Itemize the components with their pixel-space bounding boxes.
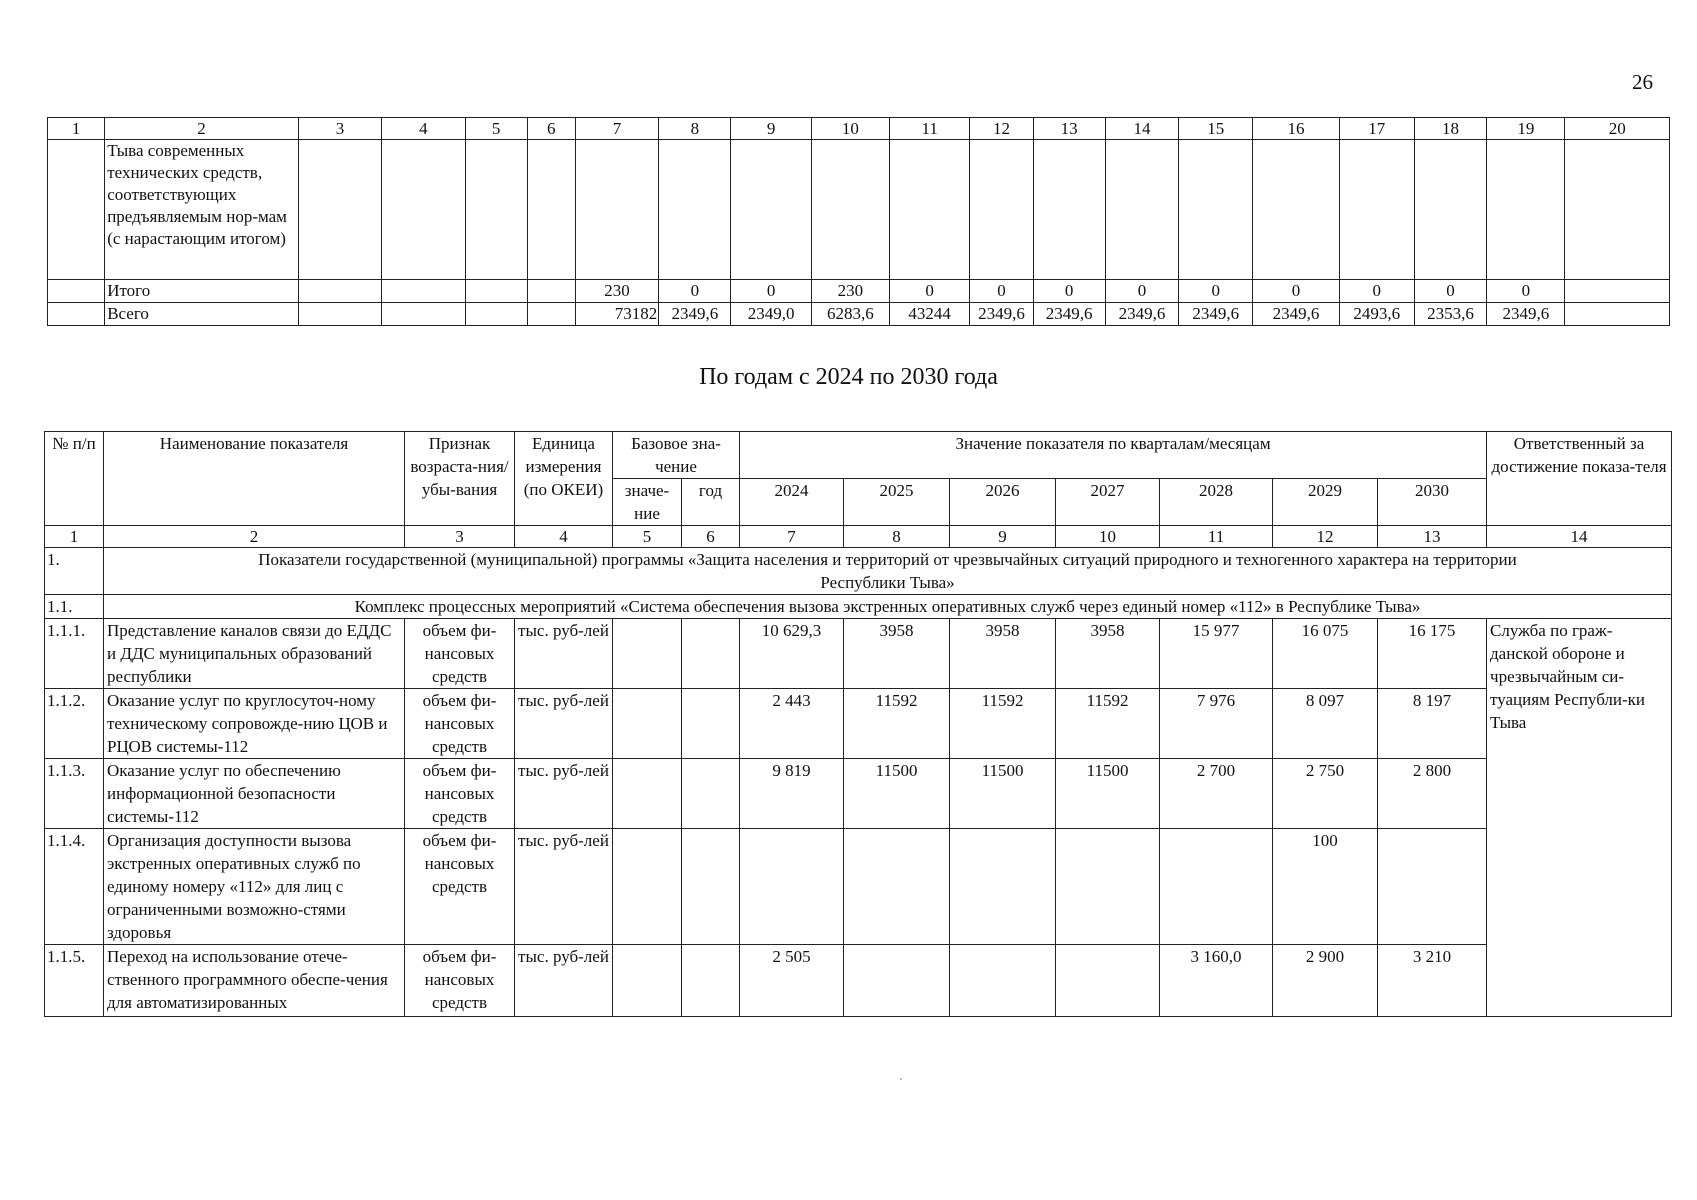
table-row (45, 759, 1672, 829)
cell (1179, 140, 1253, 280)
table-row (45, 829, 1672, 945)
row-num: 1.1.5. (45, 945, 104, 1017)
row-base-year (682, 689, 740, 759)
row-unit: тыс. руб-лей (515, 619, 613, 689)
header-base-value: значе-ние (613, 479, 682, 526)
header-base: Базовое зна-чение (613, 432, 740, 479)
cell (950, 829, 1056, 945)
col-index: 4 (382, 118, 465, 140)
header-year: 2024 (740, 479, 844, 526)
cell: 3958 (844, 619, 950, 689)
col-index: 8 (844, 526, 950, 548)
indicators-table (44, 431, 1672, 1017)
col-index: 17 (1339, 118, 1414, 140)
cell (659, 140, 731, 280)
cell (890, 140, 970, 280)
row-sign: объем фи-нансовых средств (405, 759, 515, 829)
col-index: 7 (740, 526, 844, 548)
header-unit: Единица измерения (по ОКЕИ) (515, 432, 613, 526)
cell: 15 977 (1160, 619, 1273, 689)
cell: 11500 (1056, 759, 1160, 829)
col-index: 7 (575, 118, 658, 140)
row-sign: объем фи-нансовых средств (405, 945, 515, 1017)
header-year: 2028 (1160, 479, 1273, 526)
cell: 2 750 (1273, 759, 1378, 829)
cell: 2349,6 (970, 303, 1033, 326)
cell: 3958 (1056, 619, 1160, 689)
row-base-value (613, 945, 682, 1017)
col-index: 5 (613, 526, 682, 548)
column-number-row (48, 118, 1670, 140)
page-number: 26 (1632, 70, 1653, 94)
col-index: 11 (1160, 526, 1273, 548)
row-sign: объем фи-нансовых средств (405, 829, 515, 945)
cell: 11500 (950, 759, 1056, 829)
row-base-year (682, 945, 740, 1017)
row-name: Тыва современных технических средств, соответствующих предъявляемым нор-мам (с нарастающим итогом) (105, 140, 299, 280)
row-name: Переход на использование отече-ственного программного обеспе-чения для автоматизированных (104, 945, 405, 1017)
cell: 7 976 (1160, 689, 1273, 759)
header-year: 2025 (844, 479, 950, 526)
col-index: 10 (1056, 526, 1160, 548)
cell: 16 175 (1378, 619, 1487, 689)
cell: 6283,6 (811, 303, 889, 326)
col-index: 4 (515, 526, 613, 548)
column-number-row (45, 526, 1672, 548)
col-index: 1 (45, 526, 104, 548)
table-row (48, 140, 1670, 280)
cell: 3958 (950, 619, 1056, 689)
col-index: 14 (1487, 526, 1672, 548)
table-row (45, 945, 1672, 1017)
section-num: 1. (45, 548, 104, 595)
cell: 2353,6 (1414, 303, 1486, 326)
cell: 3 210 (1378, 945, 1487, 1017)
header-values-by-period: Значение показателя по кварталам/месяцам (740, 432, 1487, 479)
cell: 2349,6 (1487, 303, 1565, 326)
col-index: 6 (682, 526, 740, 548)
cell: 0 (970, 280, 1033, 303)
header-responsible: Ответственный за достижение показа-теля (1487, 432, 1672, 526)
col-index: 9 (731, 118, 811, 140)
cell: 3 160,0 (1160, 945, 1273, 1017)
cell: 11592 (844, 689, 950, 759)
cell (811, 140, 889, 280)
row-num: 1.1.2. (45, 689, 104, 759)
cell: 2 505 (740, 945, 844, 1017)
cell: 8 197 (1378, 689, 1487, 759)
row-name: Организация доступности вызова экстренных оперативных служб по единому номеру «112» для лиц с ограниченными возможно-стями здоровья (104, 829, 405, 945)
header-base-year: год (682, 479, 740, 526)
cell (844, 829, 950, 945)
row-sign: объем фи-нансовых средств (405, 619, 515, 689)
cell: 11500 (844, 759, 950, 829)
cell: 0 (1033, 280, 1105, 303)
cell: 2 443 (740, 689, 844, 759)
cell (1105, 140, 1178, 280)
row-unit: тыс. руб-лей (515, 945, 613, 1017)
col-index: 19 (1487, 118, 1565, 140)
row-base-value (613, 619, 682, 689)
cell: 2349,0 (731, 303, 811, 326)
col-index: 9 (950, 526, 1056, 548)
cell: 0 (659, 280, 731, 303)
section-row (45, 548, 1672, 595)
cell: 0 (1179, 280, 1253, 303)
col-index: 12 (970, 118, 1033, 140)
table-row (45, 689, 1672, 759)
cell: 0 (890, 280, 970, 303)
col-index: 18 (1414, 118, 1486, 140)
header-num: № п/п (45, 432, 104, 526)
cell: 9 819 (740, 759, 844, 829)
cell (1056, 945, 1160, 1017)
cell (844, 945, 950, 1017)
cell: 2349,6 (1033, 303, 1105, 326)
row-base-value (613, 689, 682, 759)
responsible-cell: Служба по граж-данской обороне и чрезвычайным си-туациям Республи-ки Тыва (1487, 619, 1672, 1017)
header-name: Наименование показателя (104, 432, 405, 526)
cell: 230 (811, 280, 889, 303)
section-num: 1.1. (45, 595, 104, 619)
col-index: 3 (405, 526, 515, 548)
col-index: 14 (1105, 118, 1178, 140)
header-year: 2026 (950, 479, 1056, 526)
col-index: 12 (1273, 526, 1378, 548)
cell (950, 945, 1056, 1017)
cell: 8 097 (1273, 689, 1378, 759)
cell: 11592 (1056, 689, 1160, 759)
continuation-table (47, 117, 1670, 326)
header-row (45, 432, 1672, 479)
col-index: 2 (104, 526, 405, 548)
cell: 0 (1339, 280, 1414, 303)
cell: 43244 (890, 303, 970, 326)
cell: 2 800 (1378, 759, 1487, 829)
col-index: 20 (1565, 118, 1670, 140)
row-base-value (613, 759, 682, 829)
cell (1378, 829, 1487, 945)
row-base-year (682, 619, 740, 689)
row-num: 1.1.3. (45, 759, 104, 829)
header-year: 2027 (1056, 479, 1160, 526)
cell: 10 629,3 (740, 619, 844, 689)
cell (1414, 140, 1486, 280)
col-index: 3 (298, 118, 381, 140)
cell: 0 (1105, 280, 1178, 303)
col-index: 16 (1253, 118, 1339, 140)
row-name: Всего (105, 303, 299, 326)
col-index: 8 (659, 118, 731, 140)
cell: 0 (1253, 280, 1339, 303)
col-index: 15 (1179, 118, 1253, 140)
section-title: Показатели государственной (муниципальной) программы «Защита населения и территорий от чрезвычайных ситуаций природного и техногенного характера на территории Республики Тыва» (104, 548, 1672, 595)
cell (1033, 140, 1105, 280)
cell: 100 (1273, 829, 1378, 945)
row-name: Представление каналов связи до ЕДДС и ДДС муниципальных образований республики (104, 619, 405, 689)
row-unit: тыс. руб-лей (515, 759, 613, 829)
row-name: Итого (105, 280, 299, 303)
col-index: 5 (465, 118, 527, 140)
cell: 73182 (575, 303, 658, 326)
cell: 0 (731, 280, 811, 303)
cell (731, 140, 811, 280)
cell: 11592 (950, 689, 1056, 759)
cell (1160, 829, 1273, 945)
table-row (45, 619, 1672, 689)
scan-speck (900, 1078, 902, 1080)
table-row (48, 280, 1670, 303)
cell: 2493,6 (1339, 303, 1414, 326)
header-sign: Признак возраста-ния/ убы-вания (405, 432, 515, 526)
cell (1253, 140, 1339, 280)
cell (1339, 140, 1414, 280)
header-year: 2029 (1273, 479, 1378, 526)
col-index: 6 (527, 118, 575, 140)
row-num: 1.1.1. (45, 619, 104, 689)
cell: 2349,6 (1253, 303, 1339, 326)
cell: 16 075 (1273, 619, 1378, 689)
cell: 0 (1487, 280, 1565, 303)
col-index: 13 (1378, 526, 1487, 548)
cell: 0 (1414, 280, 1486, 303)
cell (1487, 140, 1565, 280)
cell: 2 700 (1160, 759, 1273, 829)
row-base-year (682, 829, 740, 945)
col-index: 10 (811, 118, 889, 140)
row-num: 1.1.4. (45, 829, 104, 945)
section-row (45, 595, 1672, 619)
cell: 2349,6 (1105, 303, 1178, 326)
section-title: Комплекс процессных мероприятий «Система обеспечения вызова экстренных оперативных служб через единый номер «112» в Республике Тыва» (104, 595, 1672, 619)
table-row (48, 303, 1670, 326)
cell (575, 140, 658, 280)
cell (1056, 829, 1160, 945)
cell: 230 (575, 280, 658, 303)
cell: 2349,6 (659, 303, 731, 326)
row-sign: объем фи-нансовых средств (405, 689, 515, 759)
cell: 2349,6 (1179, 303, 1253, 326)
col-index: 2 (105, 118, 299, 140)
row-unit: тыс. руб-лей (515, 829, 613, 945)
row-name: Оказание услуг по круглосуточ-ному техническому сопровожде-нию ЦОВ и РЦОВ системы-112 (104, 689, 405, 759)
row-base-value (613, 829, 682, 945)
cell: 2 900 (1273, 945, 1378, 1017)
col-index: 13 (1033, 118, 1105, 140)
cell (740, 829, 844, 945)
row-unit: тыс. руб-лей (515, 689, 613, 759)
section-heading: По годам с 2024 по 2030 года (699, 364, 998, 390)
header-year: 2030 (1378, 479, 1487, 526)
row-name: Оказание услуг по обеспечению информационной безопасности системы-112 (104, 759, 405, 829)
row-base-year (682, 759, 740, 829)
cell (970, 140, 1033, 280)
col-index: 11 (890, 118, 970, 140)
col-index: 1 (48, 118, 105, 140)
